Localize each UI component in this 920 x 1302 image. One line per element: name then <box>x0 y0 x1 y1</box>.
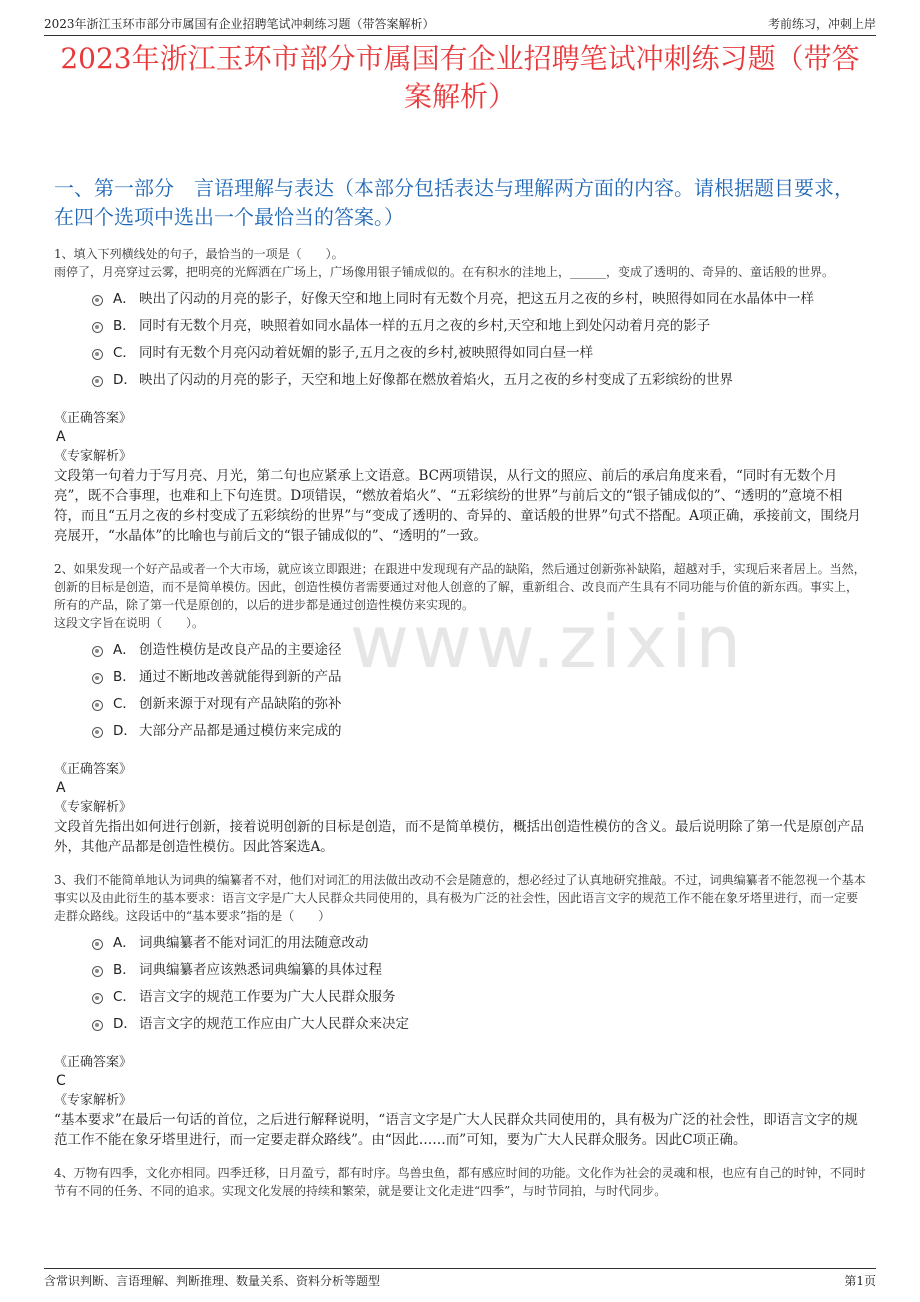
option-a[interactable] <box>92 638 866 662</box>
option-d[interactable] <box>92 368 866 392</box>
answer-value: C <box>56 1073 66 1089</box>
option-text: 同时有无数个月亮，映照着如同水晶体一样的五月之夜的乡村,天空和地上到处闪动着月亮的影子 <box>139 318 711 334</box>
question-stem: 2、如果发现一个好产品或者一个大市场，就应该立即跟进；在跟进中发现现有产品的缺陷，然后通过创新弥补缺陷，超越对手，实现后来者居上。当然，创新的目标是创造，而不是简单模仿。因此，创造性模仿者需要通过对他人创意的了解，重新组合、改良而产生具有不同功能与价值的新东西。事实上，所有的产品，除了第一代是原创的，以后的进步都是通过创造性模仿来实现的。 这段文字旨在说明（ ）。 <box>54 562 866 630</box>
option-letter: D． <box>113 723 137 739</box>
option-text: 语言文字的规范工作要为广大人民群众服务 <box>139 989 396 1005</box>
answer-block <box>54 1054 866 1150</box>
option-text: 词典编纂者不能对词汇的用法随意改动 <box>139 935 369 951</box>
option-text: 通过不断地改善就能得到新的产品 <box>139 669 342 685</box>
option-a[interactable] <box>92 287 866 311</box>
option-letter: B． <box>113 962 136 978</box>
answer-block <box>54 761 866 857</box>
answer-label: 《正确答案》 <box>54 411 133 426</box>
watermark-text: www.zixin <box>350 600 745 684</box>
option-letter: C． <box>113 696 136 712</box>
radio-icon[interactable] <box>92 939 103 950</box>
analysis-text: “基本要求”在最后一句话的首位，之后进行解释说明，“语言文字是广大人民群众共同使用的，具有极为广泛的社会性，即语言文字的规范工作不能在象牙塔里进行，而一定要走群众路线”。由“因此……而”可知，要为广大人民群众服务。因此C项正确。 <box>54 1112 858 1148</box>
answer-value: A <box>56 780 66 796</box>
option-letter: C． <box>113 345 136 361</box>
question-4 <box>54 1164 866 1200</box>
answer-value: A <box>56 429 66 445</box>
radio-icon[interactable] <box>92 322 103 333</box>
option-c[interactable] <box>92 985 866 1009</box>
option-text: 大部分产品都是通过模仿来完成的 <box>139 723 342 739</box>
radio-icon[interactable] <box>92 727 103 738</box>
question-stem: 3、我们不能简单地认为词典的编纂者不对，他们对词汇的用法做出改动不会是随意的，想必经过了认真地研究推敲。不过，词典编纂者不能忽视一个基本事实以及由此衍生的基本要求：语言文字是广大人民群众共同使用的，具有极为广泛的社会性，因此语言文字的规范工作不能在象牙塔里进行，而一定要走群众路线。这段话中的“基本要求”指的是（ ） <box>54 873 866 923</box>
question-2 <box>54 560 866 857</box>
radio-icon[interactable] <box>92 673 103 684</box>
option-letter: A． <box>113 642 136 658</box>
question-list <box>54 245 866 1200</box>
option-d[interactable] <box>92 1012 866 1036</box>
option-text: 创新来源于对现有产品缺陷的弥补 <box>139 696 342 712</box>
option-text: 词典编纂者应该熟悉词典编纂的具体过程 <box>139 962 382 978</box>
page-footer <box>44 1268 876 1294</box>
option-list <box>92 287 866 392</box>
analysis-text: 文段首先指出如何进行创新，接着说明创新的目标是创造，而不是简单模仿，概括出创造性模仿的含义。最后说明除了第一代是原创产品外，其他产品都是创造性模仿。因此答案选A。 <box>54 819 864 855</box>
radio-icon[interactable] <box>92 349 103 360</box>
option-c[interactable] <box>92 692 866 716</box>
answer-label: 《正确答案》 <box>54 1055 133 1070</box>
radio-icon[interactable] <box>92 700 103 711</box>
question-stem: 1、填入下列横线处的句子，最恰当的一项是（ ）。 雨停了，月亮穿过云雾，把明亮的光辉洒在广场上，广场像用银子铺成似的。在有积水的洼地上，______，变成了透明的、奇异的、童话般的世界。 <box>54 247 835 279</box>
question-stem: 4、万物有四季，文化亦相同。四季迁移，日月盈亏，都有时序。鸟兽虫鱼，都有感应时间的功能。文化作为社会的灵魂和根，也应有自己的时钟，不同时节有不同的任务、不同的追求。实现文化发展的持续和繁荣，就是要让文化走进“四季”，与时节同拍，与时代同步。 <box>54 1166 866 1198</box>
option-a[interactable] <box>92 931 866 955</box>
page-number: 第1页 <box>844 1274 876 1288</box>
option-text: 创造性模仿是改良产品的主要途径 <box>139 642 342 658</box>
analysis-label: 《专家解析》 <box>54 449 133 464</box>
option-letter: B． <box>113 318 136 334</box>
option-letter: C． <box>113 989 136 1005</box>
option-letter: B． <box>113 669 136 685</box>
header-doc-title: 2023年浙江玉环市部分市属国有企业招聘笔试冲刺练习题（带答案解析） <box>44 17 435 31</box>
radio-icon[interactable] <box>92 993 103 1004</box>
option-text: 映出了闪动的月亮的影子，好像天空和地上同时有无数个月亮，把这五月之夜的乡村，映照得如同在水晶体中一样 <box>139 291 814 307</box>
option-letter: A． <box>113 291 136 307</box>
analysis-text: 文段第一句着力于写月亮、月光，第二句也应紧承上文语意。BC两项错误，从行文的照应、前后的承启角度来看，“同时有无数个月亮”，既不合事理，也难和上下句连贯。D项错误，“燃放着焰火”、“五彩缤纷的世界”与前后文的“银子铺成似的”、“透明的”意境不相符，而且“五月之夜的乡村变成了五彩缤纷的世界”与“变成了透明的、奇异的、童话般的世界”句式不搭配。A项正确，承接前文，围绕月亮展开，“水晶体”的比喻也与前后文的“银子铺成似的”、“透明的”一致。 <box>54 468 861 544</box>
option-list <box>92 638 866 743</box>
option-b[interactable] <box>92 314 866 338</box>
page-title: 2023年浙江玉环市部分市属国有企业招聘笔试冲刺练习题（带答案解析） <box>60 42 860 113</box>
question-3 <box>54 871 866 1150</box>
page-header <box>44 10 876 36</box>
option-text: 映出了闪动的月亮的影子，天空和地上好像都在燃放着焰火，五月之夜的乡村变成了五彩缤纷的世界 <box>139 372 733 388</box>
question-1 <box>54 245 866 546</box>
radio-icon[interactable] <box>92 966 103 977</box>
option-b[interactable] <box>92 958 866 982</box>
footer-topics: 含常识判断、言语理解、判断推理、数量关系、资料分析等题型 <box>44 1274 381 1288</box>
option-list <box>92 931 866 1036</box>
answer-label: 《正确答案》 <box>54 762 133 777</box>
option-c[interactable] <box>92 341 866 365</box>
option-letter: D． <box>113 372 137 388</box>
option-text: 同时有无数个月亮闪动着妩媚的影子,五月之夜的乡村,被映照得如同白昼一样 <box>139 345 594 361</box>
header-slogan: 考前练习，冲刺上岸 <box>767 17 876 31</box>
option-text: 语言文字的规范工作应由广大人民群众来决定 <box>139 1016 409 1032</box>
section-heading: 一、第一部分 言语理解与表达（本部分包括表达与理解两方面的内容。请根据题目要求，在四个选项中选出一个最恰当的答案。） <box>54 176 854 229</box>
radio-icon[interactable] <box>92 376 103 387</box>
radio-icon[interactable] <box>92 1020 103 1031</box>
option-d[interactable] <box>92 719 866 743</box>
analysis-label: 《专家解析》 <box>54 1093 133 1108</box>
option-letter: D． <box>113 1016 137 1032</box>
radio-icon[interactable] <box>92 646 103 657</box>
radio-icon[interactable] <box>92 295 103 306</box>
analysis-label: 《专家解析》 <box>54 800 133 815</box>
option-letter: A． <box>113 935 136 951</box>
option-b[interactable] <box>92 665 866 689</box>
answer-block <box>54 410 866 546</box>
